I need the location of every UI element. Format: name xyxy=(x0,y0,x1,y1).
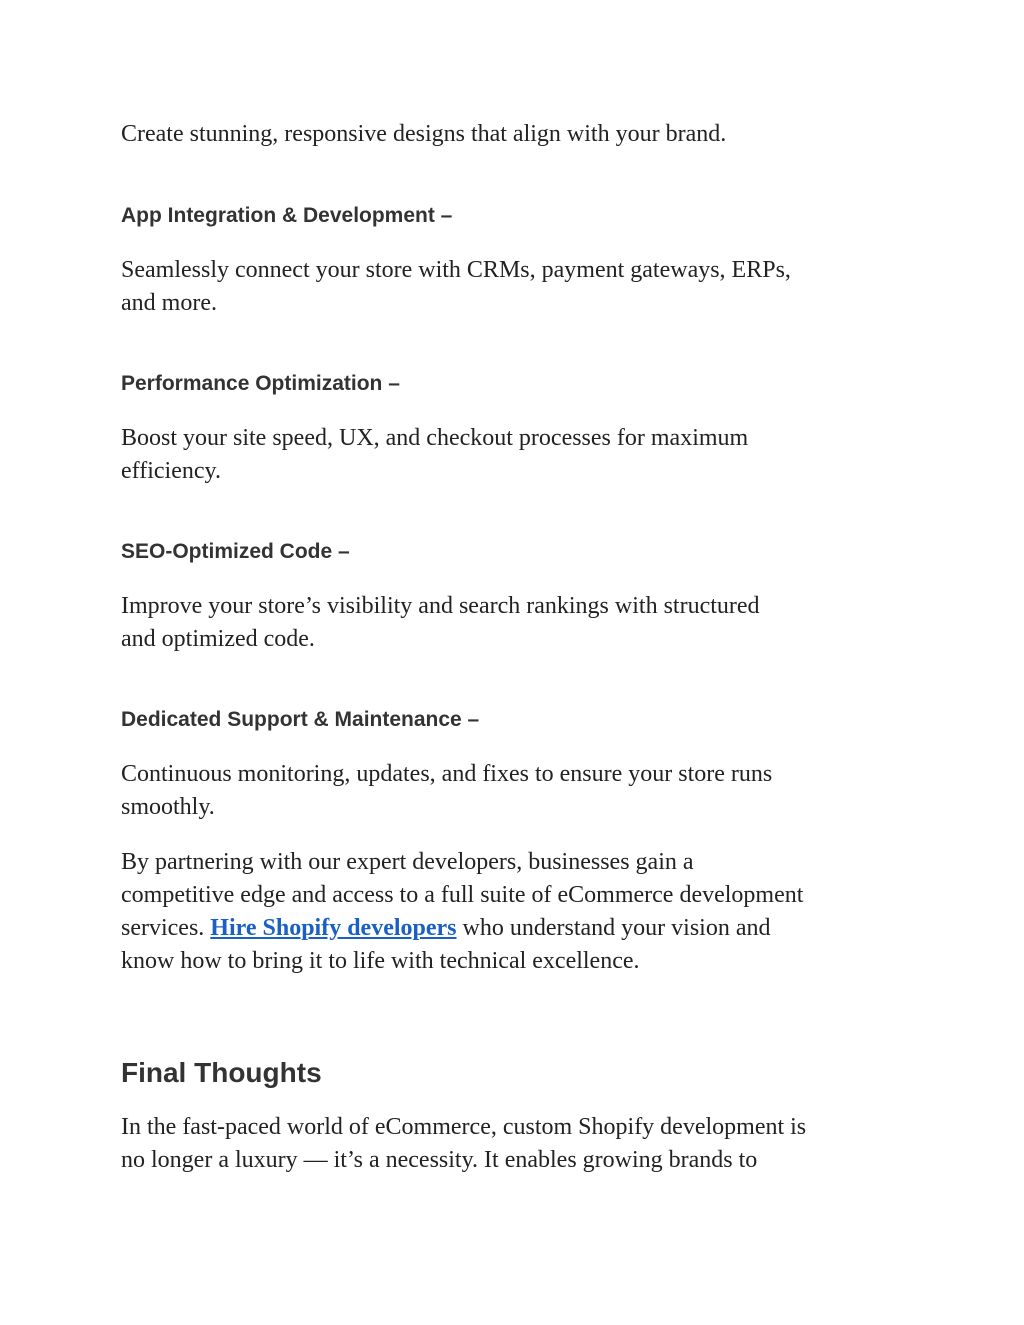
section-body-app-integration xyxy=(121,254,911,320)
section-body-line: Seamlessly connect your store with CRMs, payment gateways, ERPs, xyxy=(121,257,791,283)
section-heading-support: Dedicated Support & Maintenance – xyxy=(121,708,480,731)
section-body-line: and more. xyxy=(121,290,217,316)
section-body-performance xyxy=(121,422,911,488)
section-body-line: and optimized code. xyxy=(121,626,315,652)
partner-paragraph xyxy=(121,846,911,978)
hire-shopify-developers-link[interactable]: Hire Shopify developers xyxy=(210,915,457,941)
section-heading-app-integration: App Integration & Development – xyxy=(121,204,453,227)
section-body-line: efficiency. xyxy=(121,458,221,484)
partner-line: competitive edge and access to a full suite of eCommerce development xyxy=(121,882,804,908)
section-body-support xyxy=(121,758,911,824)
partner-line-suffix: who understand your vision and xyxy=(456,915,771,941)
section-body-line: Boost your site speed, UX, and checkout processes for maximum xyxy=(121,425,749,451)
section-heading-performance: Performance Optimization – xyxy=(121,372,400,395)
section-body-line: smoothly. xyxy=(121,794,215,820)
section-body-line: Improve your store’s visibility and search rankings with structured xyxy=(121,593,760,619)
intro-text: Create stunning, responsive designs that align with your brand. xyxy=(121,121,727,147)
final-line: In the fast-paced world of eCommerce, custom Shopify development is xyxy=(121,1114,807,1140)
section-heading-seo: SEO-Optimized Code – xyxy=(121,540,350,563)
section-body-line: Continuous monitoring, updates, and fixes to ensure your store runs xyxy=(121,761,773,787)
final-thoughts-heading: Final Thoughts xyxy=(121,1057,322,1088)
partner-line-prefix: services. xyxy=(121,915,211,941)
final-thoughts-paragraph xyxy=(121,1111,911,1177)
final-line: no longer a luxury — it’s a necessity. It enables growing brands to xyxy=(121,1147,758,1173)
section-body-seo xyxy=(121,590,911,656)
partner-line: know how to bring it to life with technical excellence. xyxy=(121,948,640,974)
partner-line: By partnering with our expert developers, businesses gain a xyxy=(121,849,694,875)
intro-paragraph xyxy=(121,118,911,151)
